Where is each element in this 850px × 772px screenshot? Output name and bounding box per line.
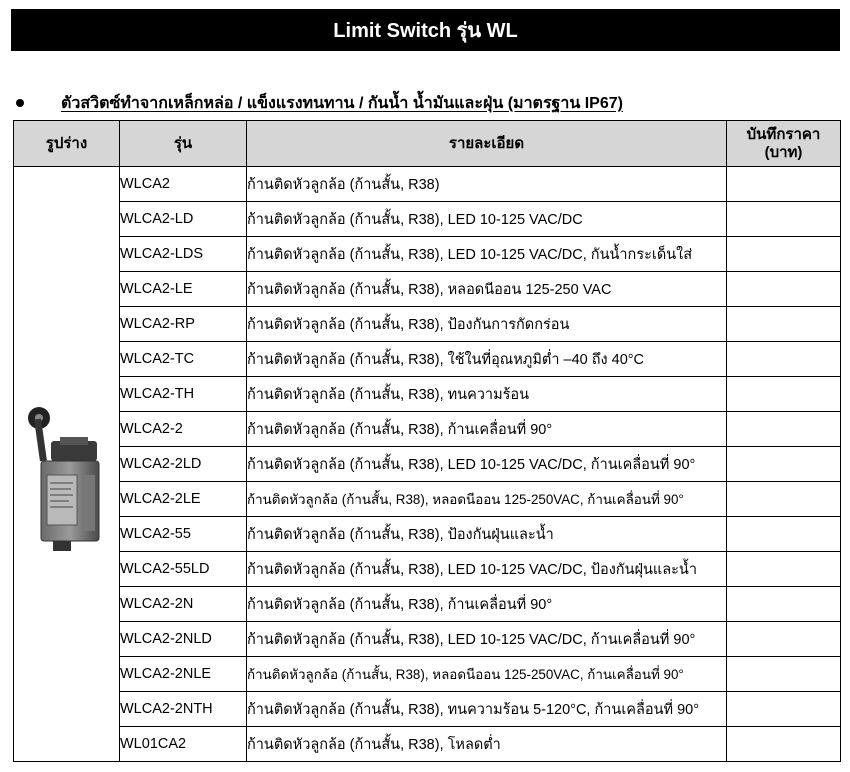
detail-cell: ก้านติดหัวลูกล้อ (ก้านสั้น, R38), โหลดต่ำ [247,727,727,762]
model-cell: WLCA2-2N [120,587,247,622]
price-cell[interactable] [727,517,841,552]
model-cell: WLCA2-2NLE [120,657,247,692]
product-table [13,120,841,762]
model-cell: WLCA2-LE [120,272,247,307]
table-row [14,412,841,447]
model-cell: WLCA2-TC [120,342,247,377]
table-body [14,167,841,762]
price-cell[interactable] [727,237,841,272]
model-cell: WLCA2 [120,167,247,202]
table-row [14,727,841,762]
price-cell[interactable] [727,552,841,587]
section-heading-text: ตัวสวิตซ์ทำจากเหล็กหล่อ / แข็งแรงทนทาน / กันน้ำ น้ำมันและฝุ่น (มาตรฐาน IP67) [61,94,623,112]
table-row [14,447,841,482]
price-cell[interactable] [727,692,841,727]
model-cell: WLCA2-RP [120,307,247,342]
detail-cell: ก้านติดหัวลูกล้อ (ก้านสั้น, R38), LED 10-125 VAC/DC, ก้านเคลื่อนที่ 90° [247,447,727,482]
header-price-line2: (บาท) [764,143,803,161]
table-row [14,482,841,517]
detail-cell: ก้านติดหัวลูกล้อ (ก้านสั้น, R38), ทนความร้อน [247,377,727,412]
price-cell[interactable] [727,587,841,622]
model-cell: WLCA2-2LE [120,482,247,517]
price-cell[interactable] [727,307,841,342]
price-cell[interactable] [727,412,841,447]
detail-cell: ก้านติดหัวลูกล้อ (ก้านสั้น, R38), หลอดนีออน 125-250 VAC [247,272,727,307]
model-cell: WLCA2-TH [120,377,247,412]
limit-switch-image [25,403,109,553]
price-cell[interactable] [727,657,841,692]
product-image-cell [14,167,120,762]
detail-cell: ก้านติดหัวลูกล้อ (ก้านสั้น, R38), ป้องกันฝุ่นและน้ำ [247,517,727,552]
detail-cell: ก้านติดหัวลูกล้อ (ก้านสั้น, R38) [247,167,727,202]
detail-cell: ก้านติดหัวลูกล้อ (ก้านสั้น, R38), LED 10-125 VAC/DC, ก้านเคลื่อนที่ 90° [247,622,727,657]
table-row [14,587,841,622]
price-cell[interactable] [727,622,841,657]
model-cell: WLCA2-LDS [120,237,247,272]
model-cell: WLCA2-55LD [120,552,247,587]
model-cell: WLCA2-2NLD [120,622,247,657]
price-cell[interactable] [727,342,841,377]
header-model: รุ่น [120,121,247,167]
price-cell[interactable] [727,447,841,482]
price-cell[interactable] [727,167,841,202]
header-price-line1: บันทึกราคา [746,125,821,143]
table-row [14,307,841,342]
model-cell: WL01CA2 [120,727,247,762]
price-cell[interactable] [727,727,841,762]
table-row [14,342,841,377]
price-cell[interactable] [727,202,841,237]
table-row [14,657,841,692]
header-detail: รายละเอียด [247,121,727,167]
detail-cell: ก้านติดหัวลูกล้อ (ก้านสั้น, R38), ใช้ในที่อุณหภูมิต่ำ –40 ถึง 40°C [247,342,727,377]
detail-cell: ก้านติดหัวลูกล้อ (ก้านสั้น, R38), LED 10-125 VAC/DC, กันน้ำกระเด็นใส่ [247,237,727,272]
model-cell: WLCA2-55 [120,517,247,552]
table-row [14,552,841,587]
table-row [14,517,841,552]
price-cell[interactable] [727,272,841,307]
model-cell: WLCA2-2LD [120,447,247,482]
model-cell: WLCA2-LD [120,202,247,237]
page-title: Limit Switch รุ่น WL [11,9,840,51]
detail-cell: ก้านติดหัวลูกล้อ (ก้านสั้น, R38), หลอดนีออน 125-250VAC, ก้านเคลื่อนที่ 90° [247,657,727,692]
detail-cell: ก้านติดหัวลูกล้อ (ก้านสั้น, R38), ก้านเคลื่อนที่ 90° [247,587,727,622]
model-cell: WLCA2-2 [120,412,247,447]
header-shape: รูปร่าง [14,121,120,167]
table-row [14,622,841,657]
table-header-row [14,121,841,167]
header-price [727,121,841,167]
detail-cell: ก้านติดหัวลูกล้อ (ก้านสั้น, R38), ก้านเคลื่อนที่ 90° [247,412,727,447]
table-row [14,202,841,237]
table-row [14,237,841,272]
table-row [14,167,841,202]
detail-cell: ก้านติดหัวลูกล้อ (ก้านสั้น, R38), ป้องกันการกัดกร่อน [247,307,727,342]
detail-cell: ก้านติดหัวลูกล้อ (ก้านสั้น, R38), LED 10-125 VAC/DC [247,202,727,237]
price-cell[interactable] [727,482,841,517]
table-row [14,692,841,727]
table-row [14,377,841,412]
section-heading [14,90,834,116]
detail-cell: ก้านติดหัวลูกล้อ (ก้านสั้น, R38), ทนความร้อน 5-120°C, ก้านเคลื่อนที่ 90° [247,692,727,727]
price-cell[interactable] [727,377,841,412]
bullet-icon [16,99,24,107]
detail-cell: ก้านติดหัวลูกล้อ (ก้านสั้น, R38), หลอดนีออน 125-250VAC, ก้านเคลื่อนที่ 90° [247,482,727,517]
detail-cell: ก้านติดหัวลูกล้อ (ก้านสั้น, R38), LED 10-125 VAC/DC, ป้องกันฝุ่นและน้ำ [247,552,727,587]
model-cell: WLCA2-2NTH [120,692,247,727]
table-row [14,272,841,307]
